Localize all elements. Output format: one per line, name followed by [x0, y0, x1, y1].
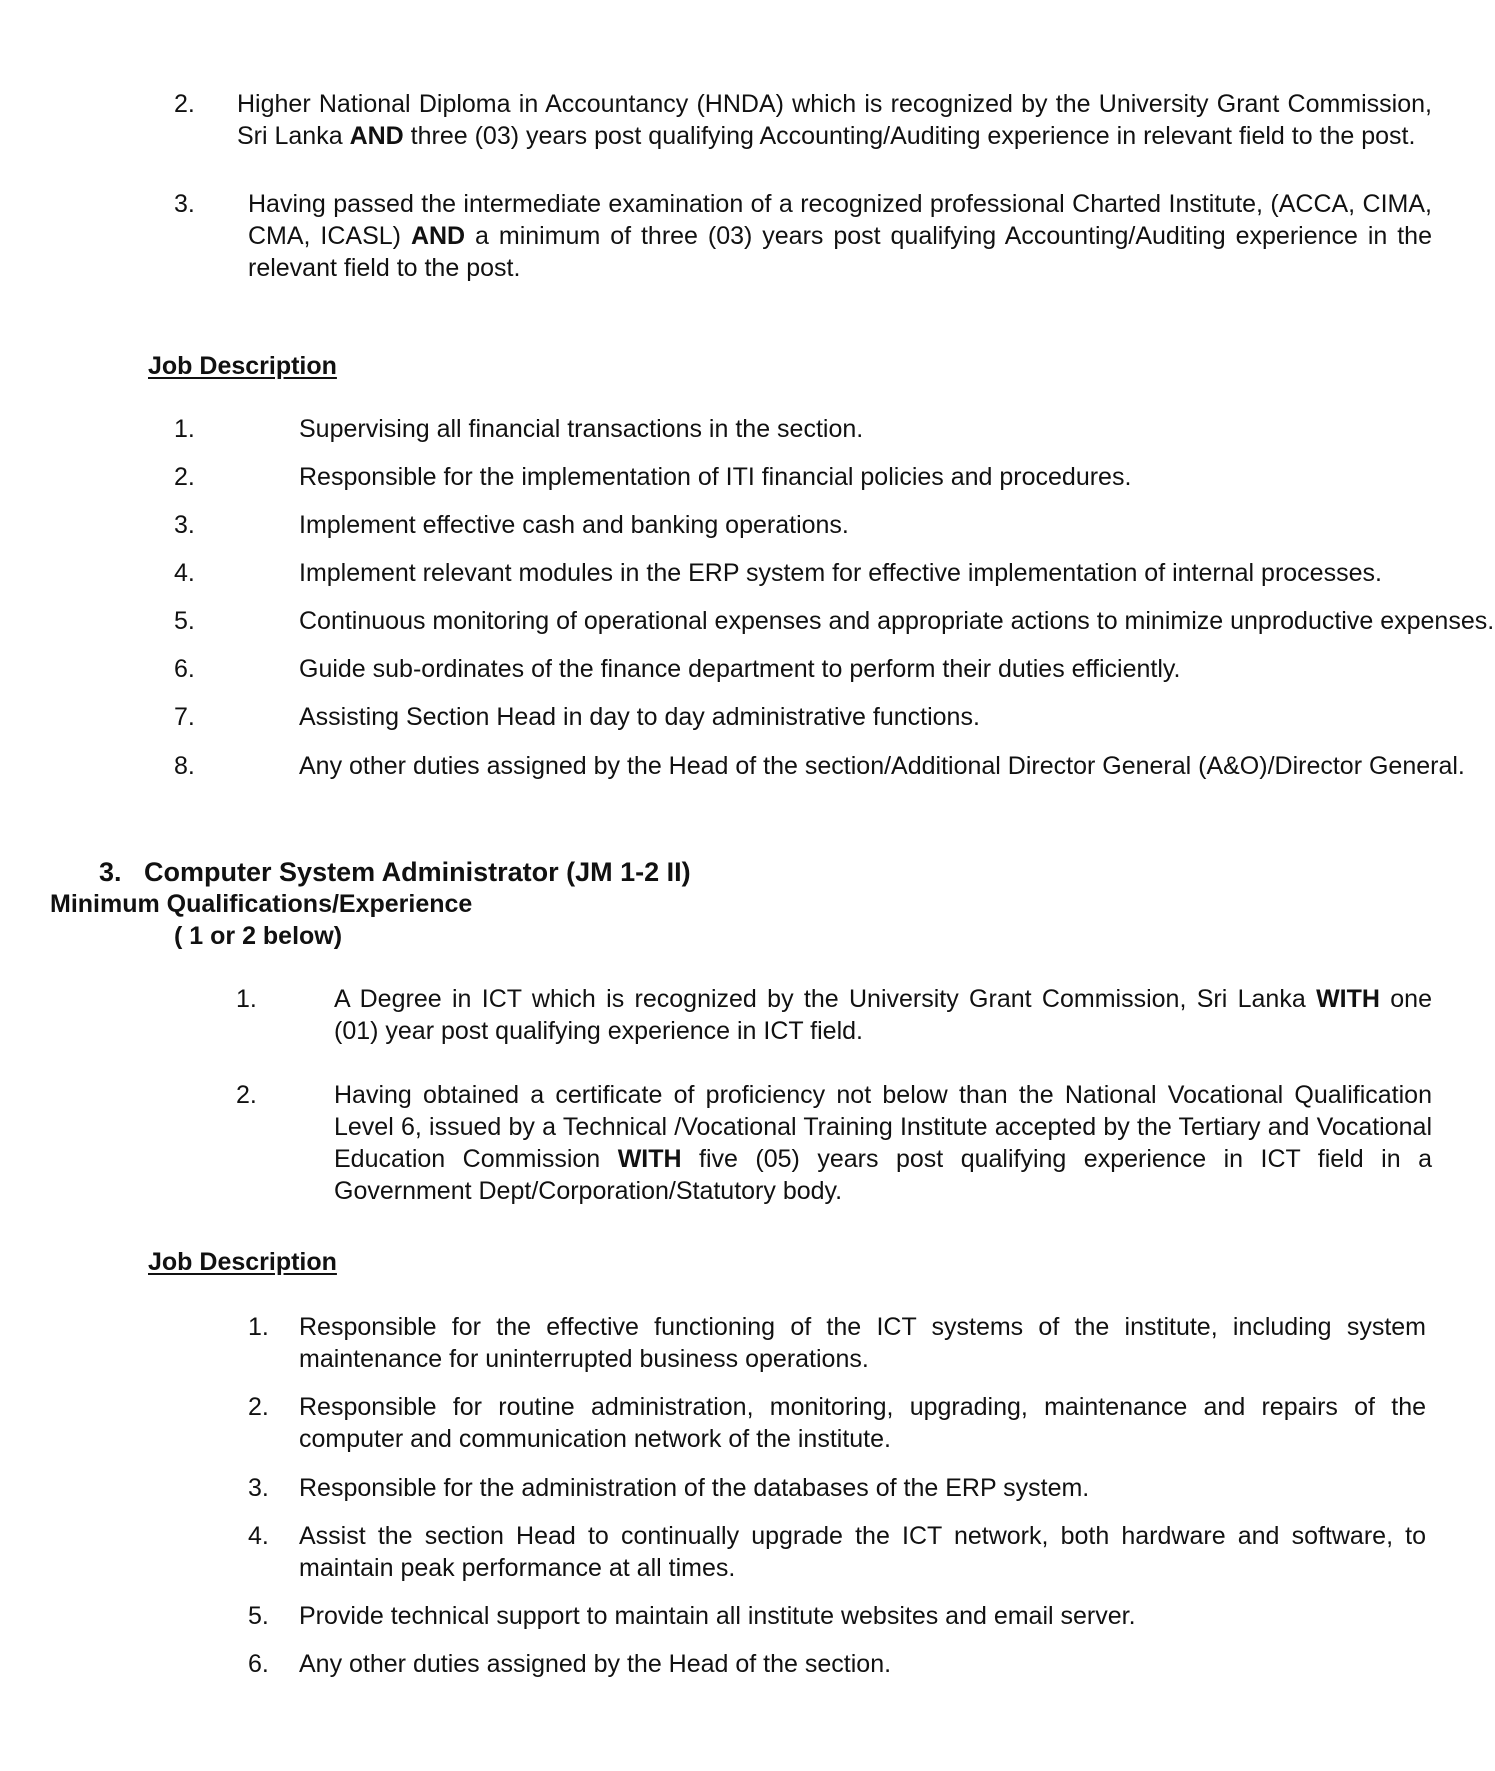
- list-item: [174, 750, 1465, 782]
- list-text: Guide sub-ordinates of the finance department to perform their duties efficiently.: [299, 655, 1181, 683]
- list-item: [174, 653, 1404, 685]
- section-title-text: Computer System Administrator (JM 1-2 II): [144, 857, 691, 887]
- qualification-number: 1.: [236, 985, 257, 1013]
- list-text: Assist the section Head to continually upgrade the ICT network, both hardware and software, to maintain peak performance at all times.: [299, 1522, 1426, 1582]
- list-number: 6.: [174, 655, 195, 683]
- list-item: [174, 701, 1404, 733]
- list-item: [174, 509, 1404, 541]
- bold-conjunction: AND: [349, 122, 404, 150]
- list-text: Implement effective cash and banking operations.: [299, 511, 849, 539]
- list-number: 7.: [174, 703, 195, 731]
- list-item: [174, 605, 1495, 637]
- list-number: 4.: [174, 559, 195, 587]
- qualification-item: [236, 983, 1432, 1047]
- qualification-item: [236, 1079, 1432, 1207]
- qualification-note: ( 1 or 2 below): [174, 922, 343, 950]
- qualification-number: 2.: [174, 90, 195, 118]
- list-item: [174, 461, 1404, 493]
- job-description-heading: Job Description: [148, 1248, 337, 1276]
- list-item: [174, 557, 1404, 589]
- bold-conjunction: WITH: [1316, 985, 1380, 1013]
- list-item: [248, 1472, 1426, 1504]
- list-number: 5.: [248, 1602, 269, 1630]
- section-number: 3.: [99, 857, 122, 887]
- qualification-text: Higher National Diploma in Accountancy (HNDA) which is recognized by the University Grant Commission, Sri Lanka AND three (03) years post qualifying Accounting/Auditing experience in relevant field to the post.: [237, 90, 1432, 150]
- qualification-item: [174, 88, 1432, 152]
- qualification-item: [174, 188, 1432, 284]
- list-number: 2.: [248, 1393, 269, 1421]
- list-number: 4.: [248, 1522, 269, 1550]
- qualification-text: A Degree in ICT which is recognized by the University Grant Commission, Sri Lanka WITH one (01) year post qualifying experience in ICT field.: [334, 985, 1432, 1045]
- list-number: 1.: [248, 1313, 269, 1341]
- list-item: [248, 1391, 1426, 1455]
- list-text: Responsible for the administration of the databases of the ERP system.: [299, 1474, 1090, 1502]
- list-number: 6.: [248, 1650, 269, 1678]
- list-number: 3.: [248, 1474, 269, 1502]
- list-item: [174, 413, 1404, 445]
- list-text: Provide technical support to maintain all institute websites and email server.: [299, 1602, 1136, 1630]
- list-text: Any other duties assigned by the Head of the section.: [299, 1650, 892, 1678]
- qualification-number: 2.: [236, 1081, 257, 1109]
- qualification-text: Having obtained a certificate of proficiency not below than the National Vocational Qualification Level 6, issued by a Technical /Vocational Training Institute accepted by the Tertiary and Vocational Education Commission WITH five (05) years post qualifying experience in ICT field in a Government Dept/Corporation/Statutory body.: [334, 1081, 1432, 1205]
- list-text: Supervising all financial transactions in the section.: [299, 415, 864, 443]
- list-item: [248, 1648, 1426, 1680]
- qualification-number: 3.: [174, 190, 195, 218]
- list-text: Responsible for the effective functioning of the ICT systems of the institute, including system maintenance for uninterrupted business operations.: [299, 1313, 1426, 1373]
- list-item: [248, 1520, 1426, 1584]
- list-text: Continuous monitoring of operational expenses and appropriate actions to minimize unproductive expenses.: [299, 607, 1495, 635]
- list-text: Implement relevant modules in the ERP system for effective implementation of internal processes.: [299, 559, 1382, 587]
- list-text: Any other duties assigned by the Head of the section/Additional Director General (A&O)/Director General.: [299, 752, 1465, 780]
- list-text: Responsible for the implementation of ITI financial policies and procedures.: [299, 463, 1132, 491]
- list-item: [248, 1311, 1426, 1375]
- bold-conjunction: WITH: [617, 1145, 682, 1173]
- list-number: 5.: [174, 607, 195, 635]
- min-qualifications-label: Minimum Qualifications/Experience: [50, 890, 473, 918]
- list-text: Assisting Section Head in day to day administrative functions.: [299, 703, 980, 731]
- list-number: 3.: [174, 511, 195, 539]
- section-title: [99, 856, 691, 888]
- list-number: 8.: [174, 752, 195, 780]
- list-text: Responsible for routine administration, monitoring, upgrading, maintenance and repairs of the computer and communication network of the institute.: [299, 1393, 1426, 1453]
- bold-conjunction: AND: [410, 222, 466, 250]
- qualification-text: Having passed the intermediate examination of a recognized professional Charted Institute, (ACCA, CIMA, CMA, ICASL) AND a minimum of three (03) years post qualifying Accounting/Auditing experience in the relevant field to the post.: [248, 190, 1432, 282]
- list-number: 1.: [174, 415, 195, 443]
- list-number: 2.: [174, 463, 195, 491]
- job-description-heading: Job Description: [148, 352, 337, 380]
- list-item: [248, 1600, 1426, 1632]
